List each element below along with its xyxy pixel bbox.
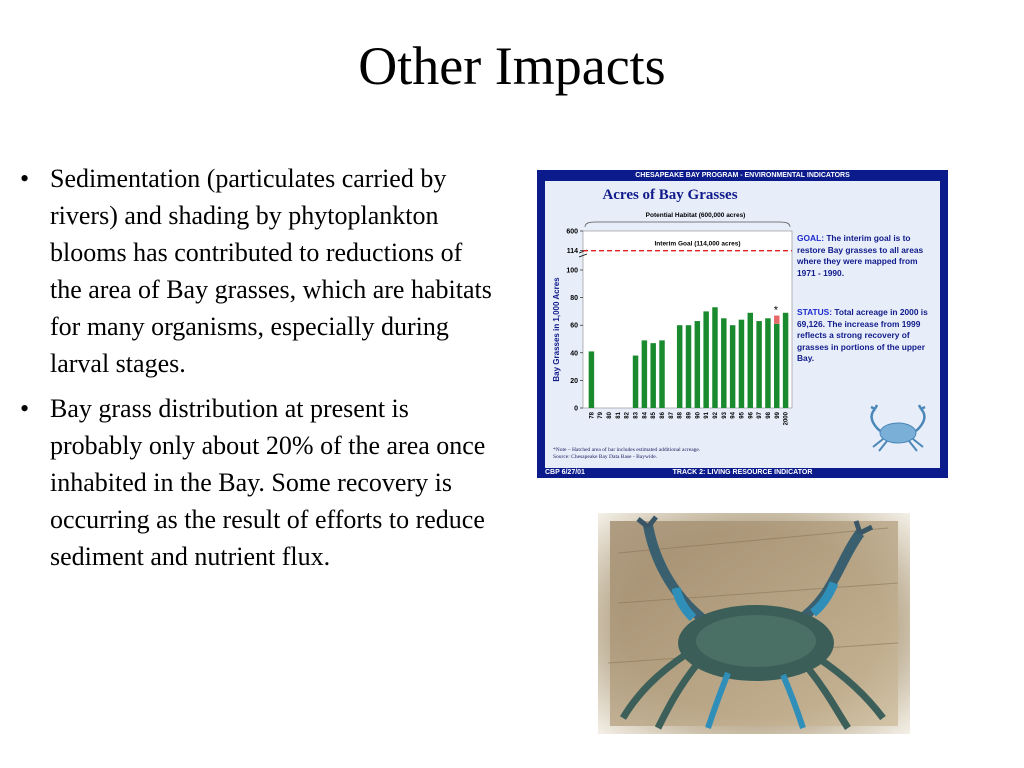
x-tick-label: 2000 xyxy=(783,412,790,426)
y-tick-label: 20 xyxy=(570,377,578,385)
bar xyxy=(765,318,770,408)
crab-logo-icon xyxy=(863,403,933,458)
x-tick-label: 81 xyxy=(615,412,622,419)
goal-label: GOAL: xyxy=(797,233,824,243)
x-tick-label: 96 xyxy=(748,412,755,419)
x-tick-label: 95 xyxy=(739,412,746,419)
x-tick-label: 86 xyxy=(660,412,667,419)
chart-note xyxy=(553,447,813,461)
x-tick-label: 82 xyxy=(624,412,631,419)
goal-description xyxy=(797,233,937,279)
status-description xyxy=(797,307,937,365)
note-source: Source: Chesapeake Bay Data Base - Baywide. xyxy=(553,454,658,460)
bay-grasses-figure xyxy=(537,170,948,478)
y-tick-label: 80 xyxy=(570,295,578,303)
bullet-list xyxy=(18,160,498,583)
x-tick-label: 90 xyxy=(695,412,702,419)
bullet-marker: • xyxy=(20,394,30,423)
bar xyxy=(703,311,708,408)
x-tick-label: 78 xyxy=(589,412,596,419)
bullet-text: Sedimentation (particulates carried by rivers) and shading by phytoplankton blooms has contributed to reductions of the area of Bay grasses, which are habitats for many organisms, especially during larval stages. xyxy=(50,164,492,378)
status-label: STATUS: xyxy=(797,307,833,317)
bar xyxy=(686,325,691,408)
bar xyxy=(721,318,726,408)
bar xyxy=(739,320,744,408)
potential-habitat-label: Potential Habitat (600,000 acres) xyxy=(645,212,746,219)
x-tick-label: 91 xyxy=(704,412,711,419)
x-tick-label: 94 xyxy=(730,412,737,419)
bullet-item xyxy=(18,390,498,575)
bullet-item xyxy=(18,160,498,382)
x-tick-label: 83 xyxy=(633,412,640,419)
slide-title: Other Impacts xyxy=(358,36,666,96)
x-tick-label: 84 xyxy=(642,412,649,419)
bar xyxy=(659,340,664,408)
y-tick-label: 114 xyxy=(566,248,578,256)
y-tick-label: 40 xyxy=(570,350,578,358)
blue-crab-photo xyxy=(598,513,910,734)
y-axis-label: Bay Grasses in 1,000 Acres xyxy=(552,277,561,382)
x-tick-label: 87 xyxy=(668,412,675,419)
bar xyxy=(695,321,700,408)
x-tick-label: 88 xyxy=(677,412,684,419)
hatched-bar-segment xyxy=(774,316,779,324)
bar xyxy=(748,313,753,408)
y-tick-label: 600 xyxy=(566,228,578,236)
bar xyxy=(633,356,638,408)
bullet-marker: • xyxy=(20,164,30,193)
bar xyxy=(774,324,779,408)
footer-track: TRACK 2: LIVING RESOURCE INDICATOR xyxy=(672,469,813,476)
bar xyxy=(756,321,761,408)
bar xyxy=(677,325,682,408)
interim-goal-label: Interim Goal (114,000 acres) xyxy=(654,240,741,248)
x-tick-label: 92 xyxy=(712,412,719,419)
y-tick-label: 100 xyxy=(566,267,578,275)
figure-body xyxy=(545,181,940,468)
bar xyxy=(650,343,655,408)
figure-header: CHESAPEAKE BAY PROGRAM - ENVIRONMENTAL INDICATORS xyxy=(635,172,850,179)
status-text: Total acreage in 2000 is 69,126. The increase from 1999 reflects a strong recovery of grasses in portions of the upper Bay. xyxy=(797,307,928,363)
note-hatched: *Note – Hatched area of bar includes estimated additional acreage. xyxy=(553,447,701,453)
x-tick-label: 79 xyxy=(598,412,605,419)
potential-habitat-bracket xyxy=(585,222,790,227)
figure-footer xyxy=(537,468,948,478)
x-tick-label: 85 xyxy=(651,412,658,419)
bullet-text: Bay grass distribution at present is probably only about 20% of the area once inhabited in the Bay. Some recovery is occurring as the result of efforts to reduce sediment and nutrient flux. xyxy=(50,394,486,571)
bar xyxy=(730,325,735,408)
x-tick-label: 80 xyxy=(607,412,614,419)
hatch-asterisk: * xyxy=(773,304,779,317)
chart-title: Acres of Bay Grasses xyxy=(602,187,738,203)
x-tick-label: 89 xyxy=(686,412,693,419)
footer-version: CBP 6/27/01 xyxy=(545,469,585,476)
bar xyxy=(783,313,788,408)
bar xyxy=(712,307,717,408)
x-tick-label: 97 xyxy=(757,412,764,419)
bar xyxy=(642,340,647,408)
y-tick-label: 60 xyxy=(570,322,578,330)
x-tick-labels xyxy=(589,411,789,425)
goal-text: The interim goal is to restore Bay grasses to all areas where they were mapped from 1971 - 1990. xyxy=(797,233,924,278)
y-tick-label: 0 xyxy=(574,405,578,413)
x-tick-label: 93 xyxy=(721,412,728,419)
x-tick-label: 98 xyxy=(765,412,772,419)
bar xyxy=(589,351,594,408)
x-tick-label: 99 xyxy=(774,412,781,419)
